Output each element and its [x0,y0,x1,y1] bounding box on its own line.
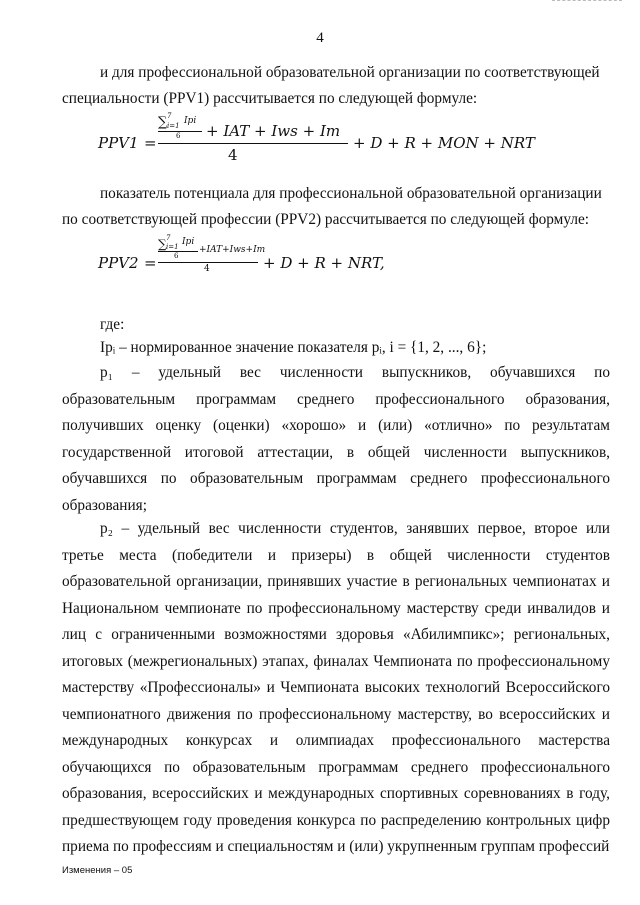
formula2-sum-denominator: 6 [174,252,179,260]
intro-line-2: специальности (PPV1) рассчитывается по следующей формуле: [62,90,478,107]
formula1-sum-denominator: 6 [176,132,181,140]
formula2-main-fraction-line [158,262,258,263]
formula1-denominator: 4 [228,146,238,164]
where-label: где: [100,316,125,333]
formula1-sum-sign: ∑ [158,115,168,130]
formula2-sum-term: Ipi [182,237,195,247]
formula2-equals: = [144,254,157,272]
ppv2-line-1: показатель потенциала для профессиональной образовательной организации [100,185,602,202]
formula-ppv2 [98,234,498,294]
formula2-sum-lower: i=1 [166,243,179,251]
formula2-denominator: 4 [204,264,210,274]
formula2-rest: + D + R + NRT, [263,254,385,272]
formula1-sum-term: Ipi [184,116,197,126]
formula1-sum-upper: 7 [167,112,172,120]
formula1-lhs: PPV1 [98,134,139,152]
ppv2-line-2: по соответствующей профессии (PPV2) рассчитывается по следующей формуле: [62,211,590,228]
top-edge-dash [552,0,622,1]
p2-definition: p₂ – удельный вес численности студентов, занявших первое, второе или третье места (победители и призеры) в общей численности студентов образовательной организации, принявших участие в региональных чемпионатах и Национальном чемпионате по профессиональному мастерству среди инвалидов и лиц с ограниченными возможностями здоровья «Абилимпикс»; региональных, итоговых (межрегиональных) этапах, финалах Чемпионата по профессиональному мастерству «Профессионалы» и Чемпионата высоких технологий Всероссийского чемпионатного движения по профессиональному мастерству, во всероссийских и международных конкурсах и олимпиадах профессионального мастерства обучающихся по образовательным программам среднего профессионального образования, всероссийских и международных спортивных соревнованиях в году, предшествующем году проведения конкурса по распределению контрольных цифр приема по профессиям и специальностям и (или) укрупненным группам профессий [62,520,610,855]
formula2-lhs: PPV2 [98,254,139,272]
formula1-sum-lower: i=1 [167,122,180,130]
formula2-sum-upper: 7 [166,234,171,242]
page-number: 4 [316,30,324,46]
ip-definition: Ipᵢ – нормированное значение показателя pᵢ, i = {1, 2, ..., 6}; [100,339,487,356]
p1-definition: p₁ – удельный вес численности выпускников, обучавшихся по образовательным программам среднего профессионального образования, получивших оценку (оценки) «хорошо» и (или) «отлично» по результатам государственной итоговой аттестации, в общей численности выпускников, обучавшихся по образовательным программам среднего профессионального образования; [62,364,610,514]
formula1-main-fraction-line [158,143,348,144]
formula2-numerator-rest: +IAT+Iws+Iт [199,245,266,255]
formula1-numerator-rest: + IAT + Iws + Iт [206,122,341,140]
footer-revision: Изменения – 05 [62,865,133,876]
formula1-equals: = [144,134,157,152]
formula1-rest: + D + R + MON + NRT [353,134,535,152]
formula-ppv1 [98,112,535,172]
formula2-sum-sign: ∑ [158,237,167,251]
intro-line-1: и для профессиональной образовательной организации по соответствующей [100,64,600,81]
